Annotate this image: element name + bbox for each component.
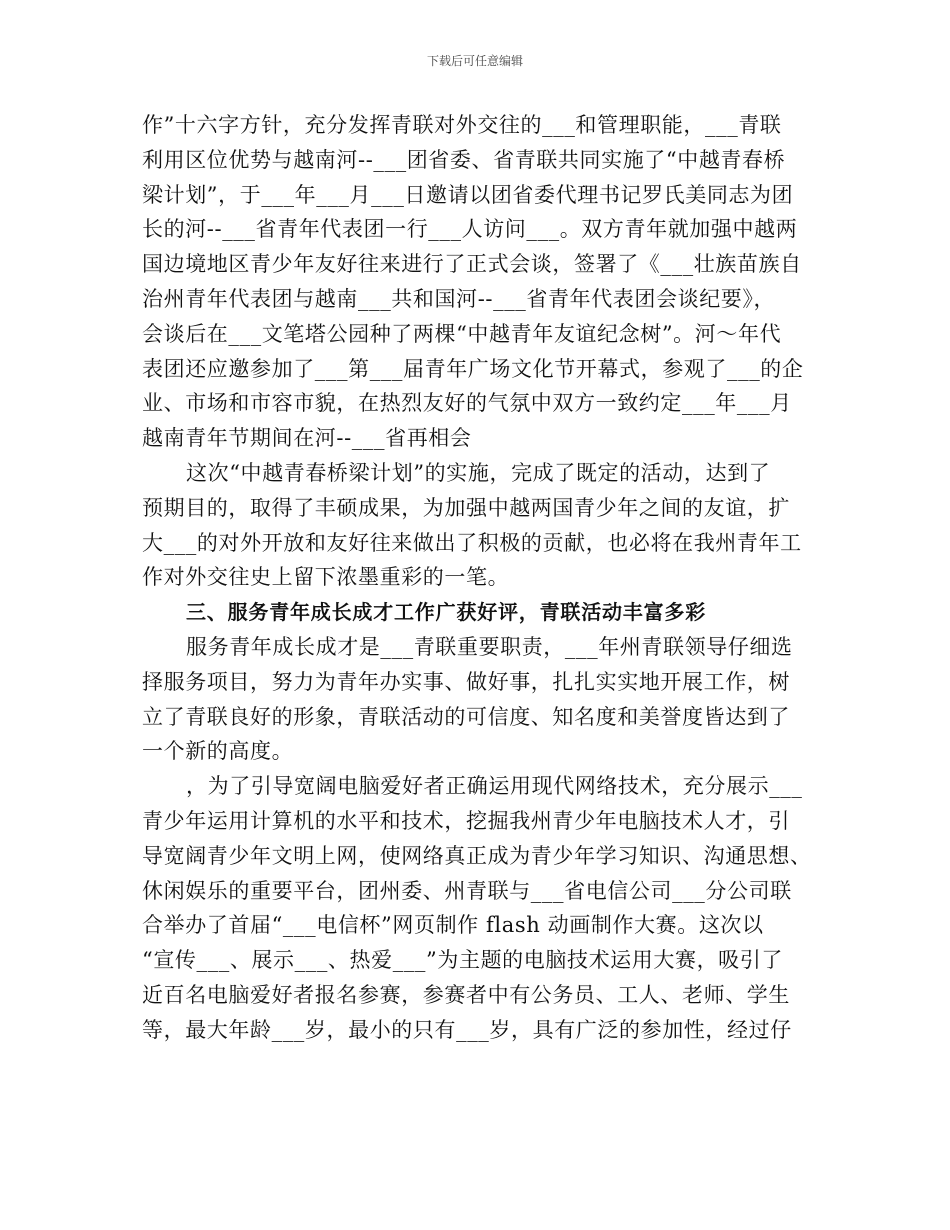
text-line: 大___的对外开放和友好往来做出了积极的贡献，也必将在我州青年工 <box>142 530 802 555</box>
text-line: 立了青联良好的形象，青联活动的可信度、知名度和美誉度皆达到了 <box>142 704 790 729</box>
text-line: 休闲娱乐的重要平台，团州委、州青联与___省电信公司___分公司联 <box>142 878 792 903</box>
text-line: 青少年运用计算机的水平和技术，挖掘我州青少年电脑技术人才，引 <box>142 808 790 833</box>
text-line: 越南青年节期间在河--___省再相会 <box>142 426 472 451</box>
text-line: 作”十六字方针，充分发挥青联对外交往的___和管理职能，___青联 <box>142 113 782 137</box>
text-line: 这次“中越青春桥梁计划”的实施，完成了既定的活动，达到了 <box>186 460 771 485</box>
text-line: 择服务项目，努力为青年办实事、做好事，扎扎实实地开展工作，树 <box>142 669 790 694</box>
text-line: 会谈后在___文笔塔公园种了两棵“中越青年友谊纪念树”。河～年代 <box>142 321 782 346</box>
text-line: 长的河--___省青年代表团一行___人访问___。双方青年就加强中越两 <box>142 217 798 242</box>
text-line: 合举办了首届“___电信杯”网页制作 flash 动画制作大赛。这次以 <box>142 913 764 938</box>
text-line: 作对外交往史上留下浓墨重彩的一笔。 <box>142 565 510 590</box>
text-line: 服务青年成长成才是___青联重要职责，___年州青联领导仔细选 <box>186 634 793 659</box>
text-line: 业、市场和市容市貌，在热烈友好的气氛中双方一致约定___年___月 <box>142 391 792 416</box>
text-line: 表团还应邀参加了___第___届青年广场文化节开幕式，参观了___的企 <box>142 356 804 381</box>
text-line: 梁计划”，于___年___月___日邀请以团省委代理书记罗氏美同志为团 <box>142 182 794 207</box>
text-line: ，为了引导宽阔电脑爱好者正确运用现代网络技术，充分展示___ <box>186 774 803 799</box>
section-heading: 三、服务青年成长成才工作广获好评，青联活动丰富多彩 <box>186 600 706 625</box>
text-line: 一个新的高度。 <box>142 739 294 764</box>
text-line: 利用区位优势与越南河--___团省委、省青联共同实施了“中越青春桥 <box>142 147 786 172</box>
text-line: 等，最大年龄___岁，最小的只有___岁，具有广泛的参加性，经过仔 <box>142 1017 792 1042</box>
document-body <box>142 108 822 1048</box>
text-line: 导宽阔青少年文明上网，使网络真正成为青少年学习知识、沟通思想、 <box>142 843 812 868</box>
text-line: 国边境地区青少年友好往来进行了正式会谈，签署了《___壮族苗族自 <box>142 252 802 277</box>
text-line: 治州青年代表团与越南___共和国河--___省青年代表团会谈纪要》， <box>142 286 776 311</box>
text-line: 近百名电脑爱好者报名参赛，参赛者中有公务员、工人、老师、学生 <box>142 982 790 1007</box>
header-note: 下载后可任意编辑 <box>426 54 523 68</box>
text-line: “宣传___、展示___、热爱___”为主题的电脑技术运用大赛，吸引了 <box>142 948 783 973</box>
text-line: 预期目的，取得了丰硕成果，为加强中越两国青少年之间的友谊，扩 <box>142 495 790 520</box>
